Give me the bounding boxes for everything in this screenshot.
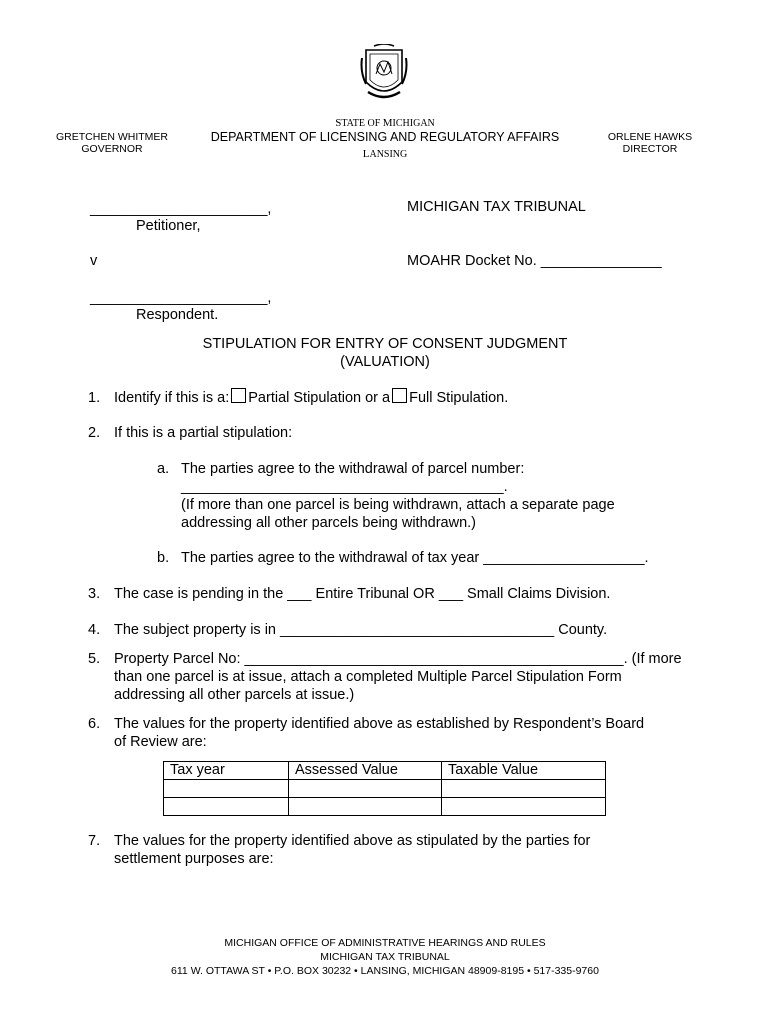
item-6 <box>88 715 644 733</box>
item-1 <box>88 388 508 407</box>
partial-stipulation-label: Partial Stipulation or a <box>248 390 391 406</box>
item-2a <box>157 460 524 478</box>
item-text[interactable]: The case is pending in the ___ Entire Tribunal OR ___ Small Claims Division. <box>114 586 611 602</box>
item-2b <box>157 549 649 567</box>
footer-agency: MICHIGAN OFFICE OF ADMINISTRATIVE HEARINGS AND RULES <box>224 937 546 949</box>
item-4 <box>88 621 607 639</box>
item-5 <box>88 650 682 668</box>
table-cell[interactable] <box>164 780 289 798</box>
board-of-review-values-table <box>163 761 606 816</box>
item-number: 7. <box>88 833 101 849</box>
table-header-cell: Assessed Value <box>289 762 442 780</box>
table-header-cell: Taxable Value <box>442 762 606 780</box>
director-name: ORLENE HAWKS <box>607 131 693 143</box>
city-name: LANSING <box>362 148 408 160</box>
parcel-number-blank[interactable]: ________________________________________. <box>181 479 508 495</box>
document-title: STIPULATION FOR ENTRY OF CONSENT JUDGMENT <box>202 336 568 352</box>
item-text[interactable]: Property Parcel No: _______________________________________________. (If more <box>114 651 682 667</box>
item-number: 1. <box>88 390 101 406</box>
item-text[interactable]: The parties agree to the withdrawal of tax year ____________________. <box>181 550 649 566</box>
footer-address: 611 W. OTTAWA ST • P.O. BOX 30232 • LANSING, MICHIGAN 48909-8195 • 517-335-9760 <box>171 965 599 977</box>
governor-title: GOVERNOR <box>81 143 143 155</box>
item-letter: b. <box>157 550 170 566</box>
table-row <box>164 780 606 798</box>
governor-name: GRETCHEN WHITMER <box>56 131 168 143</box>
item-3 <box>88 585 610 603</box>
item-text: Identify if this is a: <box>114 390 230 406</box>
full-stipulation-label: Full Stipulation. <box>409 390 509 406</box>
respondent-blank[interactable]: ______________________, <box>90 290 272 306</box>
state-seal-icon <box>360 44 408 102</box>
item-7 <box>88 832 590 850</box>
item-letter: a. <box>157 461 170 477</box>
item-2a-note-line1: (If more than one parcel is being withdrawn, attach a separate page <box>181 497 615 513</box>
director-block <box>590 131 710 155</box>
table-row <box>164 798 606 816</box>
governor-block <box>52 131 172 155</box>
full-stipulation-checkbox[interactable] <box>392 388 407 403</box>
item-text: The values for the property identified above as established by Respondent’s Board <box>114 716 645 732</box>
item-number: 6. <box>88 716 101 732</box>
petitioner-label: Petitioner, <box>136 218 201 234</box>
item-number: 5. <box>88 651 101 667</box>
item-text[interactable]: The subject property is in __________________________________ County. <box>114 622 608 638</box>
item-number: 4. <box>88 622 101 638</box>
table-header-cell: Tax year <box>164 762 289 780</box>
petitioner-blank[interactable]: ______________________, <box>90 201 272 217</box>
item-2a-note-line2: addressing all other parcels being withdrawn.) <box>181 515 476 531</box>
item-5-line3: addressing all other parcels at issue.) <box>114 687 355 703</box>
item-7-line2: settlement purposes are: <box>114 851 274 867</box>
item-2 <box>88 424 292 442</box>
item-6-line2: of Review are: <box>114 734 207 750</box>
table-cell[interactable] <box>289 780 442 798</box>
document-subtitle: (VALUATION) <box>340 354 430 370</box>
table-cell[interactable] <box>442 780 606 798</box>
table-cell[interactable] <box>289 798 442 816</box>
item-number: 2. <box>88 425 101 441</box>
docket-number-field[interactable]: MOAHR Docket No. _______________ <box>407 253 662 269</box>
partial-stipulation-checkbox[interactable] <box>231 388 246 403</box>
item-5-line2: than one parcel is at issue, attach a completed Multiple Parcel Stipulation Form <box>114 669 622 685</box>
director-title: DIRECTOR <box>622 143 678 155</box>
item-text: The parties agree to the withdrawal of parcel number: <box>181 461 525 477</box>
footer-tribunal: MICHIGAN TAX TRIBUNAL <box>320 951 450 963</box>
versus-label: v <box>90 253 98 269</box>
item-text: If this is a partial stipulation: <box>114 425 293 441</box>
tribunal-name: MICHIGAN TAX TRIBUNAL <box>407 199 586 215</box>
item-text: The values for the property identified above as stipulated by the parties for <box>114 833 591 849</box>
item-number: 3. <box>88 586 101 602</box>
state-name: STATE OF MICHIGAN <box>335 117 435 129</box>
table-header-row <box>164 762 606 780</box>
table-cell[interactable] <box>442 798 606 816</box>
respondent-label: Respondent. <box>136 307 219 323</box>
department-name: DEPARTMENT OF LICENSING AND REGULATORY AFFAIRS <box>210 130 560 144</box>
table-cell[interactable] <box>164 798 289 816</box>
